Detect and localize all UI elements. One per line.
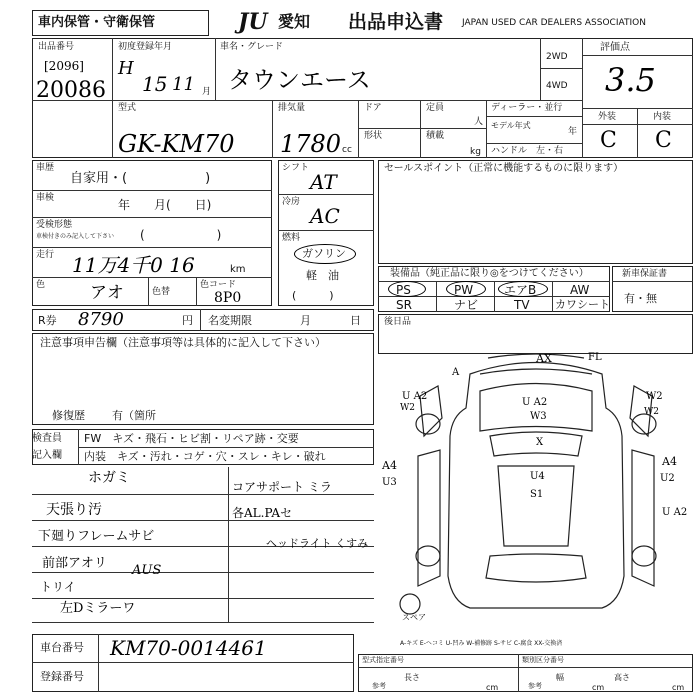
drive-2wd: 2WD bbox=[546, 52, 568, 62]
first-reg-era: H bbox=[118, 58, 134, 79]
color-value: アオ bbox=[90, 283, 124, 303]
equipment-circle-ps bbox=[388, 281, 426, 297]
model-value: GK-KM70 bbox=[118, 130, 235, 158]
color-code-label: 色コード bbox=[200, 280, 237, 290]
model-year-unit: 年 bbox=[568, 127, 578, 137]
inspector-label: 検査員 bbox=[32, 433, 62, 444]
exterior-value: C bbox=[600, 128, 617, 153]
car-name-label: 車名・グレード bbox=[220, 42, 284, 52]
receipt-note: 車検付きのみ記入して下さい bbox=[36, 233, 115, 240]
warranty-label: 新車保証書 bbox=[622, 269, 668, 279]
remark-3: 天張り汚 bbox=[46, 502, 102, 518]
equipment-item-pw: PW bbox=[454, 283, 474, 297]
door-label: ドア bbox=[364, 103, 382, 113]
inspection-label: 車検 bbox=[36, 193, 55, 203]
interior-line: 内装 キズ・汚れ・コゲ・穴・スレ・キレ・破れ bbox=[84, 450, 326, 463]
ref-label-1: 参考 bbox=[372, 682, 386, 690]
lot-number-label: 出品番号 bbox=[38, 42, 75, 52]
recycle-value: 8790 bbox=[78, 309, 124, 330]
diagram-mark-fl: FL bbox=[588, 352, 602, 363]
ju-logo: JU bbox=[238, 9, 268, 35]
equipment-item-ps: PS bbox=[396, 283, 411, 297]
caution-label: 注意事項申告欄（注意事項等は具体的に記入して下さい） bbox=[40, 336, 326, 349]
capacity-unit: 人 bbox=[474, 117, 484, 127]
diagram-mark-ua2-top: U A2 bbox=[522, 397, 548, 408]
width-label: 幅 bbox=[556, 673, 564, 682]
remark-5: 下廻りフレームサビ bbox=[38, 529, 155, 544]
length-unit: cm bbox=[486, 683, 499, 692]
model-year-label: モデル年式 bbox=[491, 121, 531, 130]
diagram-mark-w2-left: W2 bbox=[400, 403, 415, 413]
length-label: 長さ bbox=[404, 673, 420, 682]
mileage-label: 走行 bbox=[36, 250, 55, 260]
shape-label: 形状 bbox=[364, 131, 383, 141]
cooling-value: AC bbox=[310, 204, 340, 228]
remark-8: AUS bbox=[132, 563, 162, 578]
first-reg-month: 11 bbox=[172, 74, 195, 95]
diagram-mark-u4: U4 bbox=[530, 471, 545, 482]
equipment-item-navi: ナビ bbox=[454, 298, 479, 312]
handle-label: ハンドル 左・右 bbox=[491, 146, 564, 156]
type-designation-label: 型式指定番号 bbox=[362, 656, 404, 664]
displacement-label: 排気量 bbox=[278, 103, 306, 113]
repair-label: 修復歴 bbox=[52, 409, 85, 422]
ref-label-2: 参考 bbox=[528, 682, 542, 690]
diagram-mark-x: X bbox=[536, 437, 544, 448]
equipment-item-airbag: エアB bbox=[504, 283, 537, 297]
date-label: 後日品 bbox=[384, 317, 412, 327]
equipment-circle-pw bbox=[446, 281, 486, 297]
model-label: 型式 bbox=[118, 103, 137, 113]
dealer-label: ディーラー・並行 bbox=[491, 103, 563, 113]
grade-value: 3.5 bbox=[605, 61, 656, 99]
color-label: 色 bbox=[36, 280, 46, 290]
recycle-unit: 円 bbox=[182, 314, 193, 327]
remark-1: ホガミ bbox=[88, 470, 130, 486]
class-label: 類別区分番号 bbox=[522, 656, 564, 664]
inspection-value: 年 月( 日) bbox=[118, 198, 212, 212]
capacity-label: 定員 bbox=[426, 103, 445, 113]
history-label: 車歴 bbox=[36, 163, 55, 173]
first-reg-label: 初度登録年月 bbox=[118, 42, 173, 52]
drive-4wd: 4WD bbox=[546, 81, 568, 91]
displacement-value: 1780 bbox=[280, 130, 342, 158]
sales-point-block bbox=[378, 160, 693, 264]
first-reg-year: 15 bbox=[142, 72, 168, 96]
remark-7: 前部アオリ bbox=[42, 556, 107, 571]
equipment-label: 装備品（純正品に限り◎をつけてください） bbox=[390, 268, 589, 279]
receipt-value: ( ) bbox=[140, 228, 222, 242]
load-unit: kg bbox=[470, 147, 481, 157]
diagram-mark-u2: U2 bbox=[660, 473, 675, 484]
width-unit: cm bbox=[592, 683, 605, 692]
displacement-unit: cc bbox=[342, 145, 352, 155]
car-damage-diagram bbox=[380, 346, 693, 626]
remark-9: トリイ bbox=[40, 580, 76, 594]
mileage-value: 11万4千0 16 bbox=[72, 253, 195, 277]
remark-6: ヘッドライト くすみ bbox=[266, 537, 369, 550]
mileage-unit: km bbox=[230, 264, 246, 275]
fw-line: FW キズ・飛石・ヒビ割・リペア跡・交要 bbox=[84, 432, 299, 445]
sales-point-label: セールスポイント（正常に機能するものに限ります） bbox=[384, 163, 624, 174]
car-name-value: タウンエース bbox=[228, 66, 371, 94]
equipment-item-aw: AW bbox=[570, 283, 590, 297]
association-name: JAPAN USED CAR DEALERS ASSOCIATION bbox=[462, 18, 646, 28]
chassis-value: KM70-0014461 bbox=[110, 636, 267, 660]
fuel-other: ( ) bbox=[292, 289, 334, 302]
diagram-mark-w2-right: W2 bbox=[646, 391, 663, 402]
repair-value: 有（箇所 bbox=[112, 409, 156, 422]
entry-label: 記入欄 bbox=[32, 450, 62, 461]
logo-prefecture: 愛知 bbox=[278, 12, 311, 31]
diagram-mark-ua2-left: U A2 bbox=[402, 391, 428, 402]
storage-label: 車内保管・守衛保管 bbox=[38, 15, 156, 30]
diagram-mark-a4-right: A4 bbox=[662, 455, 677, 468]
diagram-mark-w3: W3 bbox=[530, 411, 547, 422]
diagram-mark-w2-right2: W2 bbox=[644, 407, 659, 417]
remark-4: 各AL.PAセ bbox=[232, 506, 293, 520]
lot-sub-number: [2096] bbox=[44, 59, 84, 73]
fuel-gasoline: ガソリン bbox=[302, 247, 346, 260]
equipment-item-sr: SR bbox=[396, 298, 412, 312]
cooling-label: 冷房 bbox=[282, 197, 301, 207]
recycle-label: R券 bbox=[38, 314, 57, 327]
grade-label: 評価点 bbox=[600, 42, 630, 53]
diagram-mark-ua2-right: U A2 bbox=[662, 507, 688, 518]
interior-value: C bbox=[655, 128, 672, 153]
exterior-label: 外装 bbox=[598, 112, 617, 122]
chassis-label: 車台番号 bbox=[40, 641, 84, 654]
history-value: 自家用・( ) bbox=[70, 171, 211, 186]
color-code-value: 8P0 bbox=[214, 290, 242, 306]
shift-value: AT bbox=[310, 170, 337, 194]
diagram-legend: A-キズ E-ヘコミ U-凹み W-補修跡 S-サビ C-腐食 XX-交換済 bbox=[400, 640, 563, 647]
name-change-day: 日 bbox=[350, 314, 361, 327]
diagram-mark-u3: U3 bbox=[382, 477, 397, 488]
diagram-mark-a4-left: A4 bbox=[382, 459, 397, 472]
registration-label: 登録番号 bbox=[40, 670, 84, 683]
color-change-label: 色替 bbox=[152, 287, 171, 297]
remark-2: コアサポート ミラ bbox=[232, 480, 332, 494]
shift-label: シフト bbox=[282, 163, 310, 173]
lot-number: 20086 bbox=[36, 78, 106, 103]
diagram-mark-ax: AX bbox=[536, 352, 552, 365]
load-label: 積載 bbox=[426, 131, 445, 141]
warranty-value: 有・無 bbox=[624, 292, 657, 305]
diagram-mark-s1: S1 bbox=[530, 489, 544, 500]
name-change-month: 月 bbox=[300, 314, 311, 327]
receipt-label: 受検形態 bbox=[36, 220, 73, 230]
fuel-diesel: 軽 油 bbox=[306, 269, 339, 282]
form-title: 出品申込書 bbox=[348, 11, 444, 33]
remark-10: 左Dミラーワ bbox=[60, 601, 136, 616]
height-label: 高さ bbox=[614, 673, 630, 682]
diagram-spare-label: スペア bbox=[402, 613, 426, 622]
fuel-label: 燃料 bbox=[282, 233, 301, 243]
equipment-item-kawa: カワシート bbox=[555, 298, 610, 311]
equipment-circle-airbag bbox=[498, 281, 548, 297]
name-change-label: 名変期限 bbox=[208, 314, 252, 327]
interior-label: 内装 bbox=[653, 112, 672, 122]
diagram-mark-a: A bbox=[452, 367, 460, 378]
height-unit: cm bbox=[672, 683, 685, 692]
equipment-item-tv: TV bbox=[514, 298, 530, 312]
first-reg-month-unit: 月 bbox=[202, 87, 212, 97]
